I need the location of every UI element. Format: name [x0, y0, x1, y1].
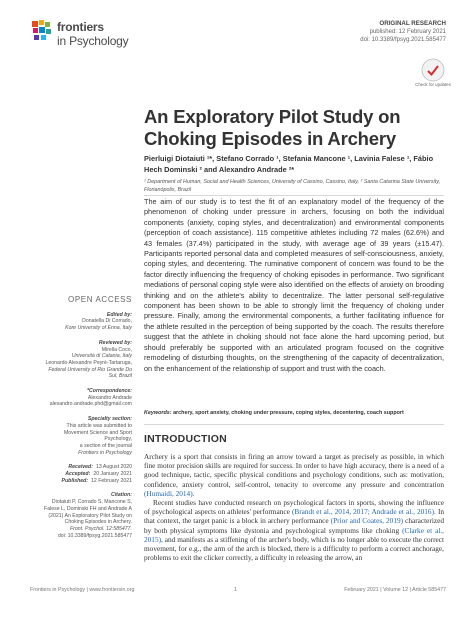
citation-line: Falese L, Dominski FH and Andrade A	[44, 505, 132, 512]
paragraph-text: Archery is a sport that consists in firing an arrow toward a target as precisely as possible, in which fine motor precision skills are required for success. In order to have high accuracy, there is a need of a good technique, tactic, specific physical conditions and psychology conditions, such as: motivation, confidence, anxiety control, self-control, tenacity to overcome any pressure and concentration	[144, 452, 444, 489]
citation-link[interactable]: (Prior and Coates, 2019)	[330, 516, 404, 526]
keywords	[144, 410, 444, 417]
reviewed-by-label: Reviewed by:	[98, 339, 132, 346]
received-date	[30, 464, 132, 471]
correspondence-block	[30, 388, 132, 408]
section-heading-introduction: INTRODUCTION	[144, 433, 227, 445]
citation-line: Diotaiuti P, Corrado S, Mancone S,	[51, 499, 132, 506]
specialty-section-block	[30, 416, 132, 456]
affiliations: ¹ Department of Human, Social and Health Sciences, University of Cassino, Cassino, Italy, ² Santa Catarina State University, Florianópolis, Brazil	[144, 179, 441, 193]
intro-paragraph	[144, 452, 444, 498]
specialty-section-label: Specialty section:	[87, 416, 132, 423]
citation-link[interactable]: (Humaidi, 2014).	[144, 488, 195, 498]
introduction-body	[144, 452, 444, 562]
corresponding-email[interactable]: alexandro.andrade.phd@gmail.com	[49, 401, 132, 408]
footer-page-number: 1	[234, 587, 237, 593]
reviewed-by-block	[30, 340, 132, 380]
dates-block	[30, 464, 132, 484]
published-label: Published:	[61, 477, 89, 484]
citation-block	[30, 492, 132, 539]
reviewer-affiliation: Università di Catania, Italy	[71, 353, 132, 360]
frontiers-logo-icon	[30, 19, 54, 43]
accepted-value: 20 January 2021	[93, 471, 132, 478]
section-line: a section of the journal	[79, 442, 132, 449]
edited-by-label: Edited by:	[106, 311, 132, 318]
article-sidebar	[30, 297, 132, 547]
paragraph-text: and manifests as a stiffening of the archer's body, which is no longer able to execute the correct movement, for e.g., the arm of the arch is blocked, there is a difficulty to perform a correct anchorage, problems to exit the clicker correctly, a difficulty in releasing the arrow, an	[144, 534, 444, 563]
brand-name: frontiers	[57, 20, 104, 34]
article-meta	[360, 20, 446, 44]
keywords-list: archery, sport anxiety, choking under pressure, coping styles, decentering, coach support	[173, 410, 404, 416]
corresponding-author: Alexandro Andrade	[87, 394, 132, 401]
abstract-text: The aim of our study is to test the fit of an explanatory model of the frequency of the phenomenon of choking under pressure in archers, focusing on both the individual components (anxiety, coping styles, and decentralization) and environmental components (perception of coach assistance). 115 competitive athletes including 72 males (62.6%) and 43 females (37.4%) participated in the study, with average age of 39 years (±15.47). Participants reported personal data and completed measures of self-consciousness, anxiety, coping styles, and decentering. The ruminative component of concern was found to be the factor directly influencing the frequency of choking episodes in performance. Two significant mediations of personal coping style were also identified on the effects of anxiety on brooding thinking and on the athlete's ability to decentralize. The latter personal self-regulative component has been shown to be able to strongly limit the frequency of choking under pressure. Finally, among the environmental components, a further facilitating influence for the athlete resulted in the perception of being supported by the coach. The results therefore suggest that the athlete in choking should not face alone the hard upcoming period, but should preferably be supported with an articulated program focused on the cognitive remodeling of disturbing thoughts, on the strengthening of the capacity of decentralization, on the enhancement of the relationship of support and trust with the coach.	[144, 197, 444, 373]
correspondence-label: *Correspondence:	[87, 388, 132, 395]
footer-journal[interactable]: Frontiers in Psychology | www.frontiersin.org	[30, 587, 135, 593]
check-for-updates-icon[interactable]	[421, 58, 445, 82]
abstract-divider-top	[144, 195, 444, 196]
paragraph-text: Recent studies have conducted research on psychological factors in sports, showing the influence of psychological aspects on athletes' performance	[144, 498, 444, 517]
paragraph-text: In that context, the target panic is a block in archery performance	[144, 507, 445, 526]
paragraph-text: characterized by both physical symptoms like dystonia and psychological symptoms like choking	[144, 516, 444, 535]
reviewer-affiliation: Sul, Brazil	[108, 373, 132, 380]
author-list: Pierluigi Diotaiuti ¹*, Stefano Corrado ¹, Stefania Mancone ¹, Lavinia Falese ¹, Fábio Hech Dominski ² and Alexandro Andrade ²*	[144, 154, 434, 174]
reviewer-name: Mirella Coco,	[101, 346, 132, 353]
editor-affiliation: Kore University of Enna, Italy	[65, 325, 132, 332]
citation-label: Citation:	[110, 492, 132, 499]
footer-issue: February 2021 | Volume 12 | Article 585477	[344, 587, 446, 593]
reviewer-name: Leonardo Alexandre Peyré-Tartaruga,	[45, 359, 132, 366]
section-line: Frontiers in Psychology	[78, 449, 132, 456]
citation-line: Front. Psychol. 12:585477.	[70, 525, 132, 532]
section-line: Movement Science and Sport	[63, 429, 132, 436]
section-line: Psychology,	[104, 436, 132, 443]
received-value: 13 August 2020	[95, 464, 132, 471]
check-for-updates-label: Check for updates	[415, 82, 451, 87]
edited-by-block	[30, 312, 132, 332]
article-title: An Exploratory Pilot Study on Choking Episodes in Archery	[144, 106, 401, 149]
editor-name: Donatella Di Corrado,	[82, 318, 132, 325]
article-type: ORIGINAL RESEARCH	[379, 20, 446, 27]
citation-link[interactable]: (Brandt et al., 2014, 2017; Andrade et al., 2016).	[291, 507, 436, 517]
keywords-label: Keywords:	[144, 410, 172, 416]
published-date-sidebar	[30, 478, 132, 485]
citation-link[interactable]: (Clarke et al., 2015),	[144, 525, 444, 544]
abstract-divider-bottom	[144, 424, 444, 425]
journal-logo[interactable]	[30, 19, 140, 47]
section-line: This article was submitted to	[66, 422, 132, 429]
citation-line: (2021) An Exploratory Pilot Study on	[48, 512, 132, 519]
accepted-label: Accepted:	[65, 471, 91, 478]
journal-name: in Psychology	[57, 34, 129, 48]
citation-doi[interactable]: doi: 10.3389/fpsyg.2021.585477	[57, 532, 132, 539]
published-value: 12 February 2021	[91, 477, 132, 484]
reviewer-affiliation: Federal University of Rio Grande Do	[48, 366, 132, 373]
published-date: published: 12 February 2021	[369, 29, 446, 35]
article-doi[interactable]: doi: 10.3389/fpsyg.2021.585477	[360, 37, 446, 43]
intro-paragraph	[144, 498, 444, 562]
accepted-date	[30, 471, 132, 478]
received-label: Received:	[68, 464, 93, 471]
open-access-label: OPEN ACCESS	[68, 295, 132, 304]
citation-line: Choking Episodes in Archery.	[64, 519, 132, 526]
